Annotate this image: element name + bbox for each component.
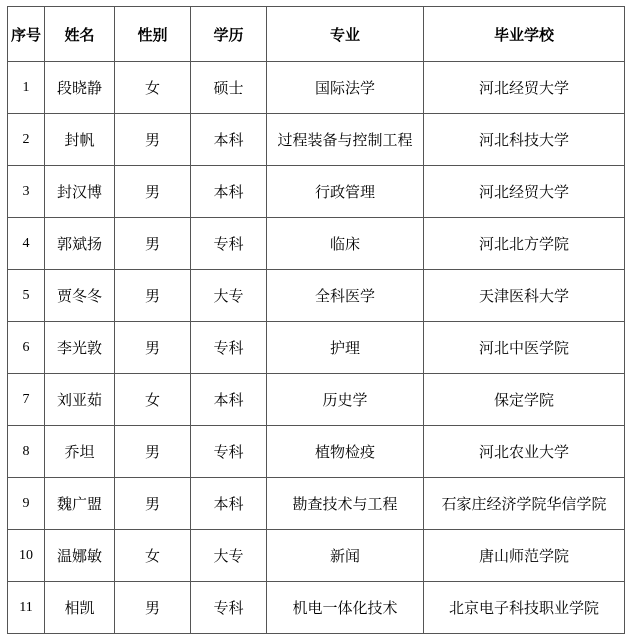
cell-major: 植物检疫 (267, 426, 424, 478)
cell-school: 河北农业大学 (424, 426, 625, 478)
cell-name: 刘亚茹 (45, 374, 115, 426)
cell-education: 硕士 (191, 62, 267, 114)
cell-gender: 女 (115, 374, 191, 426)
cell-school: 河北中医学院 (424, 322, 625, 374)
table-row (8, 166, 625, 218)
cell-index: 6 (8, 322, 45, 374)
cell-index: 9 (8, 478, 45, 530)
cell-gender: 男 (115, 478, 191, 530)
cell-gender: 女 (115, 530, 191, 582)
cell-education: 本科 (191, 114, 267, 166)
header-row (8, 7, 625, 62)
cell-education: 专科 (191, 322, 267, 374)
cell-school: 河北经贸大学 (424, 62, 625, 114)
cell-gender: 男 (115, 270, 191, 322)
cell-index: 7 (8, 374, 45, 426)
cell-major: 机电一体化技术 (267, 582, 424, 634)
table-row (8, 322, 625, 374)
cell-gender: 男 (115, 218, 191, 270)
table-row (8, 218, 625, 270)
table-row (8, 530, 625, 582)
cell-index: 1 (8, 62, 45, 114)
cell-major: 行政管理 (267, 166, 424, 218)
table-row (8, 478, 625, 530)
cell-name: 温娜敏 (45, 530, 115, 582)
cell-major: 临床 (267, 218, 424, 270)
cell-school: 河北经贸大学 (424, 166, 625, 218)
table-row (8, 270, 625, 322)
cell-school: 河北北方学院 (424, 218, 625, 270)
header-education: 学历 (191, 7, 267, 62)
cell-school: 石家庄经济学院华信学院 (424, 478, 625, 530)
table-row (8, 114, 625, 166)
cell-name: 相凯 (45, 582, 115, 634)
personnel-table (7, 6, 625, 634)
table-row (8, 62, 625, 114)
cell-education: 专科 (191, 426, 267, 478)
cell-education: 大专 (191, 530, 267, 582)
cell-major: 全科医学 (267, 270, 424, 322)
header-index: 序号 (8, 7, 45, 62)
header-name: 姓名 (45, 7, 115, 62)
cell-education: 专科 (191, 218, 267, 270)
cell-index: 3 (8, 166, 45, 218)
cell-major: 新闻 (267, 530, 424, 582)
cell-name: 郭斌扬 (45, 218, 115, 270)
cell-name: 魏广盟 (45, 478, 115, 530)
cell-major: 勘查技术与工程 (267, 478, 424, 530)
table-row (8, 374, 625, 426)
cell-gender: 男 (115, 166, 191, 218)
cell-major: 过程装备与控制工程 (267, 114, 424, 166)
table-body (8, 62, 625, 634)
table-header (8, 7, 625, 62)
cell-major: 历史学 (267, 374, 424, 426)
cell-gender: 男 (115, 426, 191, 478)
cell-index: 4 (8, 218, 45, 270)
cell-gender: 男 (115, 114, 191, 166)
cell-name: 贾冬冬 (45, 270, 115, 322)
cell-index: 2 (8, 114, 45, 166)
cell-name: 李光敦 (45, 322, 115, 374)
cell-name: 封汉博 (45, 166, 115, 218)
cell-name: 段晓静 (45, 62, 115, 114)
cell-major: 护理 (267, 322, 424, 374)
cell-education: 本科 (191, 478, 267, 530)
cell-index: 11 (8, 582, 45, 634)
cell-gender: 男 (115, 582, 191, 634)
cell-name: 乔坦 (45, 426, 115, 478)
table-row (8, 426, 625, 478)
cell-index: 5 (8, 270, 45, 322)
table-row (8, 582, 625, 634)
header-gender: 性别 (115, 7, 191, 62)
cell-school: 保定学院 (424, 374, 625, 426)
cell-index: 10 (8, 530, 45, 582)
header-major: 专业 (267, 7, 424, 62)
cell-gender: 女 (115, 62, 191, 114)
cell-major: 国际法学 (267, 62, 424, 114)
cell-school: 天津医科大学 (424, 270, 625, 322)
cell-education: 大专 (191, 270, 267, 322)
header-school: 毕业学校 (424, 7, 625, 62)
cell-index: 8 (8, 426, 45, 478)
cell-gender: 男 (115, 322, 191, 374)
cell-school: 北京电子科技职业学院 (424, 582, 625, 634)
cell-education: 本科 (191, 166, 267, 218)
cell-school: 唐山师范学院 (424, 530, 625, 582)
cell-education: 专科 (191, 582, 267, 634)
cell-name: 封帆 (45, 114, 115, 166)
cell-school: 河北科技大学 (424, 114, 625, 166)
cell-education: 本科 (191, 374, 267, 426)
